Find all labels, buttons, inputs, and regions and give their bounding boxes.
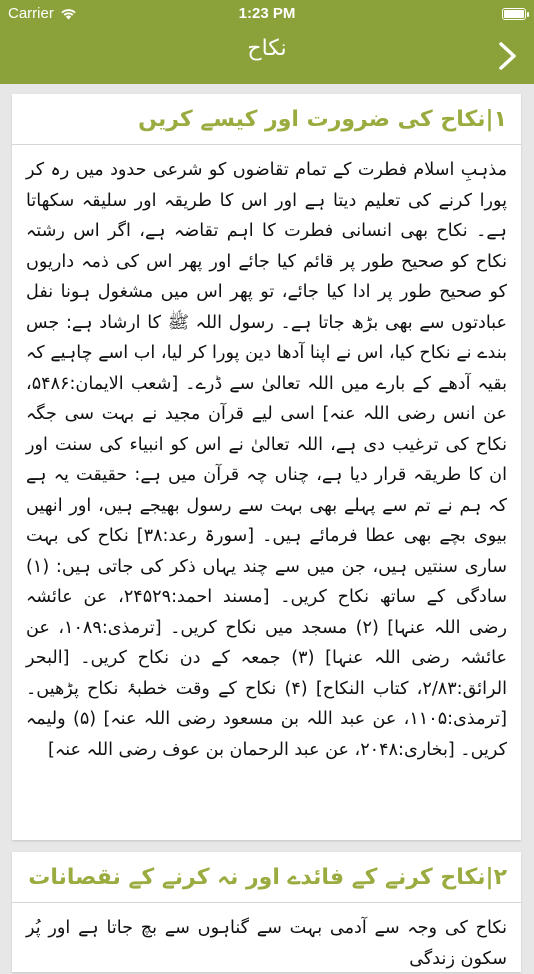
status-time: 1:23 PM [238,5,296,22]
section-card-2 [12,852,521,972]
section-card-1 [12,94,521,840]
section-divider [12,902,521,903]
carrier-label: Carrier [8,5,54,22]
section-title: ۲|نکاح کرنے کے فائدے اور نہ کرنے کے نقصانات [28,865,507,890]
navigation-bar [0,28,534,84]
section-divider [12,144,521,145]
section-body: نکاح کی وجہ سے آدمی بہت سے گناہوں سے بچ جاتا ہے اور پُر سکون زندگی [26,918,507,969]
section-body: مذہبِ اسلام فطرت کے تمام تقاضوں کو شرعی حدود میں رہ کر پورا کرنے کی تعلیم دیتا ہے اور اس کا طریقہ اور سلیقہ سکھاتا ہے۔ نکاح بھی انسانی فطرت کا اہم تقاضہ ہے، اگر اس رشتہ نکاح کو صحیح طور پر قائم کیا جائے اور پھر اس کی ذمہ داریوں کو صحیح طور پر ادا کیا جائے، تو پھر اس میں مشغول ہونا نفل عبادتوں سے بھی بڑھ جاتا ہے۔ رسول اللہ ﷺ کا ارشاد ہے: جس بندے نے نکاح کیا، اس نے اپنا آدھا دین پورا کر لیا، اب اسے چاہیے کہ بقیہ آدھے کے بارے میں اللہ تعالیٰ سے ڈرے۔ [شعب الایمان:۵۴۸۶، عن انس رضی اللہ عنہ] اسی لیے قرآن مجید نے بہت سی جگہ نکاح کی ترغیب دی ہے، اللہ تعالیٰ نے اس کو انبیاء کی سنت اور ان کا طریقہ قرار دیا ہے، چناں چہ قرآن میں ہے: حقیقت یہ ہے کہ ہم نے تم سے پہلے بھی بہت سے رسول بھیجے ہیں، اور انھیں بیوی بچے بھی عطا فرمائے ہیں۔ [سورۃ رعد:۳۸] نکاح کی بہت ساری سنتیں ہیں، جن میں سے چند یہاں ذکر کی جاتی ہیں: (۱) سادگی کے ساتھ نکاح کریں۔ [مسند احمد:۲۴۵۲۹، عن عائشہ رضی اللہ عنہا] (۲) مسجد میں نکاح کریں۔ [ترمذی:۱۰۸۹، عن عائشہ رضی اللہ عنہا] (۳) جمعہ کے دن نکاح کریں۔ [البحر الرائق:۲/۸۳، کتاب النکاح] (۴) نکاح کے وقت خطبۂ نکاح پڑھیں۔ [ترمذی:۱۱۰۵، عن عبد اللہ بن مسعود رضی اللہ عنہ] (۵) ولیمہ کریں۔ [بخاری:۲۰۴۸، عن عبد الرحمان بن عوف رضی اللہ عنہ] [26,160,507,760]
battery-icon [502,8,526,20]
battery-fill [504,10,524,18]
status-bar [0,0,534,28]
page-title: نکاح [247,36,287,61]
section-title: ۱|نکاح کی ضرورت اور کیسے کریں [138,107,507,132]
chevron-right-icon[interactable] [496,40,520,72]
